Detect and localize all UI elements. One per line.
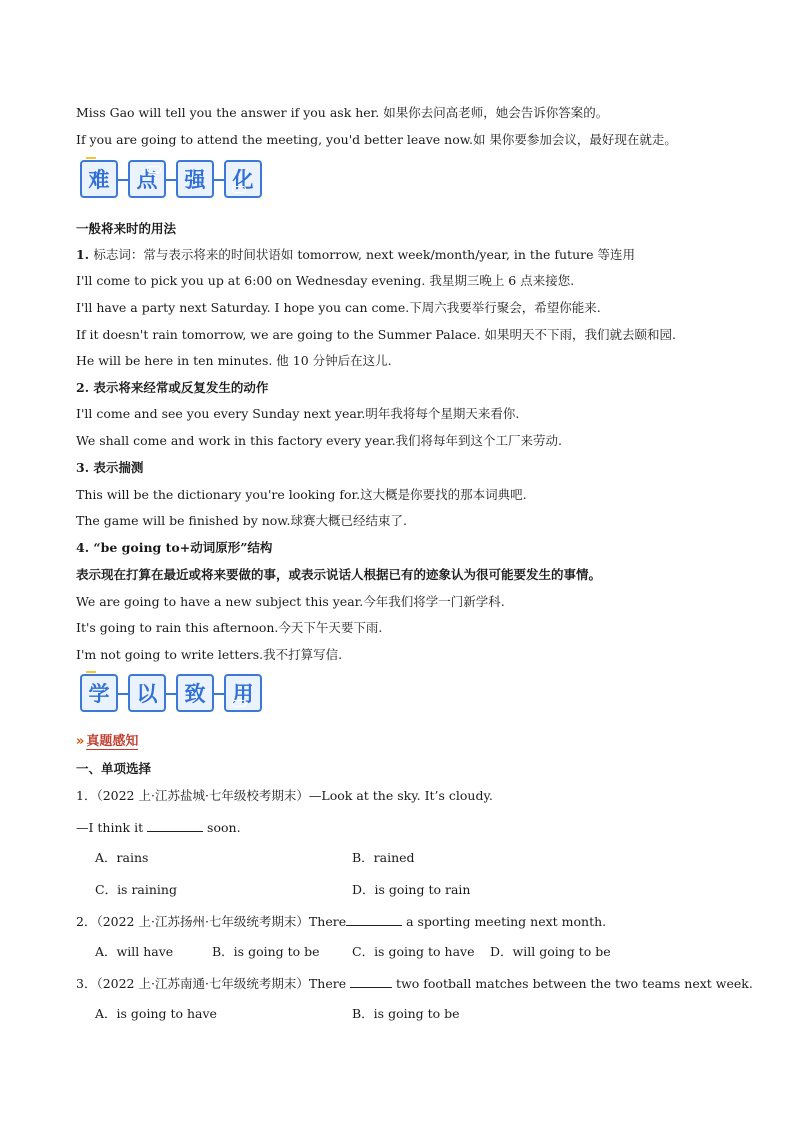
option[interactable]: A．rains <box>95 850 149 865</box>
option[interactable]: A．is going to have <box>95 1006 217 1021</box>
option[interactable]: B．rained <box>352 850 415 865</box>
banner-tile: 难 <box>80 160 118 198</box>
question-1-stem-2: —I think it soon. <box>76 820 241 835</box>
option[interactable]: C．is going to have <box>352 944 475 959</box>
section-tag: » 真题感知 <box>76 734 139 749</box>
question-1-stem: 1．（2022 上·江苏盐城·七年级校考期末）—Look at the sky. It’s cloudy. <box>76 788 493 803</box>
example-line: He will be here in ten minutes. 他 10 分钟后在这儿. <box>76 353 392 368</box>
grammar-title: 一般将来时的用法 <box>76 221 177 236</box>
answer-blank <box>147 819 203 832</box>
double-chevron-icon: » <box>76 734 85 749</box>
banner-difficult-points <box>80 158 270 202</box>
answer-blank <box>346 913 402 926</box>
banner-tile: 学 <box>80 674 118 712</box>
point-3-heading: 3. 表示揣测 <box>76 460 144 475</box>
option[interactable]: A．will have <box>95 944 174 959</box>
banner-tile: 用 <box>224 674 262 712</box>
option[interactable]: B．is going to be <box>212 944 320 959</box>
intro-line-2: If you are going to attend the meeting, you'd better leave now.如 果你要参加会议，最好现在就走。 <box>76 132 677 147</box>
example-line: If it doesn't rain tomorrow, we are going to the Summer Palace. 如果明天不下雨，我们就去颐和园. <box>76 327 676 342</box>
example-line: This will be the dictionary you're looking for.这大概是你要找的那本词典吧. <box>76 487 527 502</box>
option[interactable]: B．is going to be <box>352 1006 460 1021</box>
option[interactable]: D．is going to rain <box>352 882 471 897</box>
banner-tile: 化 <box>224 160 262 198</box>
example-line: It's going to rain this afternoon.今天下午天要下雨. <box>76 620 383 635</box>
example-line: The game will be finished by now.球赛大概已经结束了. <box>76 513 407 528</box>
banner-tile: 强 <box>176 160 214 198</box>
answer-blank <box>350 975 392 988</box>
part-title: 一、单项选择 <box>76 761 152 776</box>
point-2-heading: 2. 表示将来经常或反复发生的动作 <box>76 380 269 395</box>
banner-tile: 以 <box>128 674 166 712</box>
intro-line-1: Miss Gao will tell you the answer if you ask her. 如果你去问高老师，她会告诉你答案的。 <box>76 105 609 120</box>
example-line: We shall come and work in this factory every year.我们将每年到这个工厂来劳动. <box>76 433 563 448</box>
question-3-stem: 3．（2022 上·江苏南通·七年级统考期末）There two football matches between the two teams next week. <box>76 976 753 991</box>
point-4-description: 表示现在打算在最近或将来要做的事，或表示说话人根据已有的迹象认为很可能要发生的事情。 <box>76 567 602 582</box>
banner-apply-learning <box>80 672 270 716</box>
point-4-heading: 4. “be going to+动词原形”结构 <box>76 540 273 555</box>
example-line: I'm not going to write letters.我不打算写信. <box>76 647 343 662</box>
question-2-stem: 2．（2022 上·江苏扬州·七年级统考期末）There a sporting meeting next month. <box>76 914 607 929</box>
option[interactable]: C．is raining <box>95 882 177 897</box>
example-line: I'll come to pick you up at 6:00 on Wednesday evening. 我星期三晚上 6 点来接您. <box>76 273 575 288</box>
banner-tile: 点 <box>128 160 166 198</box>
point-1-heading: 1. 标志词：常与表示将来的时间状语如 tomorrow, next week/month/year, in the future 等连用 <box>76 247 635 262</box>
example-line: I'll have a party next Saturday. I hope you can come.下周六我要举行聚会，希望你能来. <box>76 300 601 315</box>
banner-tile: 致 <box>176 674 214 712</box>
example-line: I'll come and see you every Sunday next year.明年我将每个星期天来看你. <box>76 406 520 421</box>
example-line: We are going to have a new subject this year.今年我们将学一门新学科. <box>76 594 505 609</box>
option[interactable]: D．will going to be <box>490 944 611 959</box>
